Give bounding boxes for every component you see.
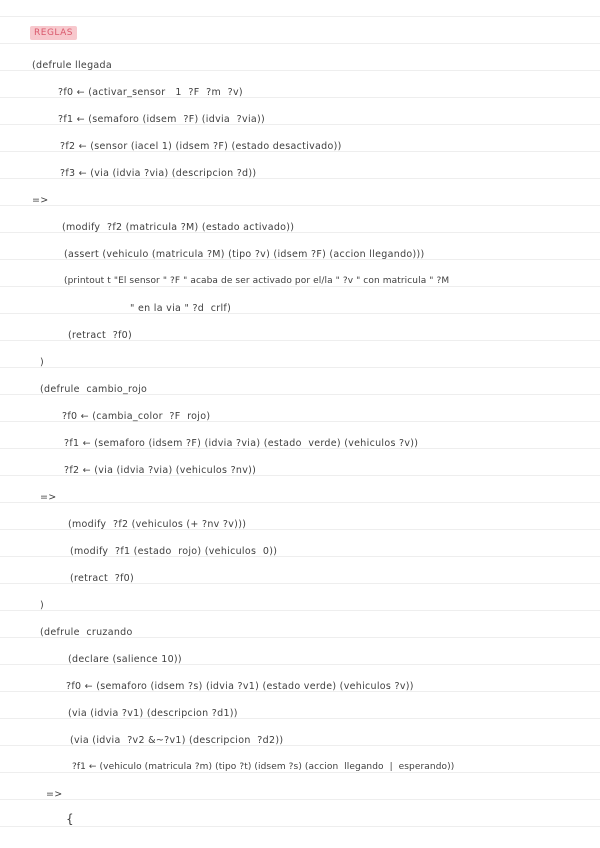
arrow-line: => (40, 492, 57, 503)
code-line: ?f1 ← (vehiculo (matricula ?m) (tipo ?t) (idsem ?s) (accion llegando | esperando)) (72, 762, 455, 772)
closing-paren: ) (40, 357, 45, 368)
code-line: ?f2 ← (via (idvia ?via) (vehiculos ?nv)) (64, 465, 257, 476)
code-line: (modify ?f1 (estado rojo) (vehiculos 0)) (70, 546, 278, 557)
code-line: " en la via " ?d crlf) (130, 303, 232, 314)
code-line: ?f0 ← (semaforo (idsem ?s) (idvia ?v1) (estado verde) (vehiculos ?v)) (66, 681, 414, 692)
code-line: ?f1 ← (semaforo (idsem ?F) (idvia ?via)) (58, 114, 266, 125)
open-brace: { (66, 812, 74, 826)
code-line: (modify ?f2 (vehiculos (+ ?nv ?v))) (68, 519, 247, 530)
code-line: (declare (salience 10)) (68, 654, 182, 665)
code-line: (assert (vehiculo (matricula ?M) (tipo ?v) (idsem ?F) (accion llegando))) (64, 249, 425, 260)
code-line: (modify ?f2 (matricula ?M) (estado activado)) (62, 222, 295, 233)
section-tag: REGLAS (30, 26, 77, 40)
rule-header: (defrule cambio_rojo (40, 384, 148, 395)
code-line: ?f1 ← (semaforo (idsem ?F) (idvia ?via) (estado verde) (vehiculos ?v)) (64, 438, 419, 449)
code-line: ?f3 ← (via (idvia ?via) (descripcion ?d)) (60, 168, 257, 179)
code-line: ?f0 ← (activar_sensor 1 ?F ?m ?v) (58, 87, 243, 98)
code-line: (retract ?f0) (70, 573, 135, 584)
arrow-line: => (32, 195, 49, 206)
code-line: (printout t "El sensor " ?F " acaba de ser activado por el/la " ?v " con matricula " ?M (64, 276, 450, 286)
code-line: (via (idvia ?v1) (descripcion ?d1)) (68, 708, 238, 719)
code-line: ?f0 ← (cambia_color ?F rojo) (62, 411, 211, 422)
rule-header: (defrule llegada (32, 60, 112, 71)
code-line: ?f2 ← (sensor (iacel 1) (idsem ?F) (estado desactivado)) (60, 141, 342, 152)
code-line: (retract ?f0) (68, 330, 133, 341)
arrow-line: => (46, 789, 63, 800)
rule-header: (defrule cruzando (40, 627, 133, 638)
closing-paren: ) (40, 600, 45, 611)
code-line: (via (idvia ?v2 &~?v1) (descripcion ?d2)) (70, 735, 284, 746)
